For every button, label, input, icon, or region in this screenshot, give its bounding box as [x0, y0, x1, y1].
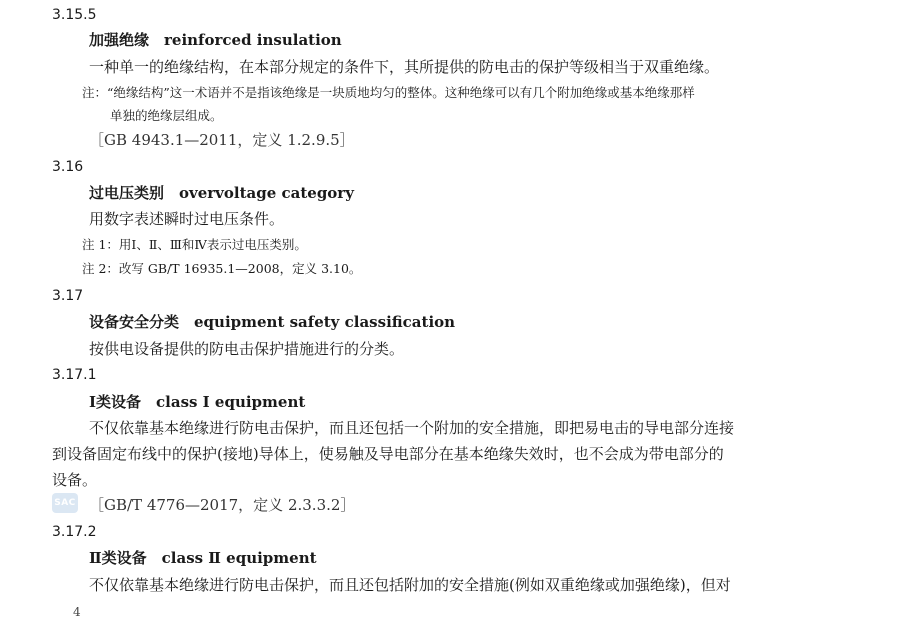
- note-line: 注 1：用Ⅰ、Ⅱ、Ⅲ和Ⅳ表示过电压类别。: [82, 237, 307, 252]
- term-definition: 用数字表述瞬时过电压条件。: [89, 210, 285, 228]
- clause-number: 3.15.5: [52, 7, 97, 23]
- note-line: 注 2：改写 GB/T 16935.1—2008，定义 3.10。: [82, 261, 362, 276]
- clause-number: 3.17.2: [52, 524, 97, 540]
- definition-line: 不仅依靠基本绝缘进行防电击保护，而且还包括附加的安全措施(例如双重绝缘或加强绝缘)，但对: [89, 576, 731, 594]
- term-heading: Ⅰ类设备 class Ⅰ equipment: [89, 393, 306, 411]
- note-line: 单独的绝缘层组成。: [110, 108, 223, 123]
- term-heading: 过电压类别 overvoltage category: [89, 184, 354, 202]
- clause-number: 3.16: [52, 159, 84, 175]
- clause-number: 3.17.1: [52, 367, 97, 383]
- term-definition: 一种单一的绝缘结构，在本部分规定的条件下，其所提供的防电击的保护等级相当于双重绝缘。: [89, 58, 720, 76]
- definition-line: 不仅依靠基本绝缘进行防电击保护，而且还包括一个附加的安全措施，即把易电击的导电部分连接: [89, 419, 735, 437]
- source-reference: ［GB/T 4776—2017，定义 2.3.3.2］: [89, 496, 356, 514]
- source-reference: ［GB 4943.1—2011，定义 1.2.9.5］: [89, 131, 355, 149]
- term-heading: 加强绝缘 reinforced insulation: [89, 31, 342, 49]
- term-heading: Ⅱ类设备 class Ⅱ equipment: [89, 549, 317, 567]
- sac-watermark-logo: SAC: [52, 493, 78, 513]
- definition-line: 设备。: [52, 471, 98, 489]
- term-heading: 设备安全分类 equipment safety classification: [89, 313, 456, 331]
- definition-line: 到设备固定布线中的保护(接地)导体上，使易触及导电部分在基本绝缘失效时，也不会成为带电部分的: [52, 445, 724, 463]
- clause-number: 3.17: [52, 288, 84, 304]
- term-definition: 按供电设备提供的防电击保护措施进行的分类。: [89, 340, 405, 358]
- note-line: 注：“绝缘结构”这一术语并不是指该绝缘是一块质地均匀的整体。这种绝缘可以有几个附加绝缘或基本绝缘那样: [82, 85, 695, 100]
- page-number: 4: [73, 605, 81, 619]
